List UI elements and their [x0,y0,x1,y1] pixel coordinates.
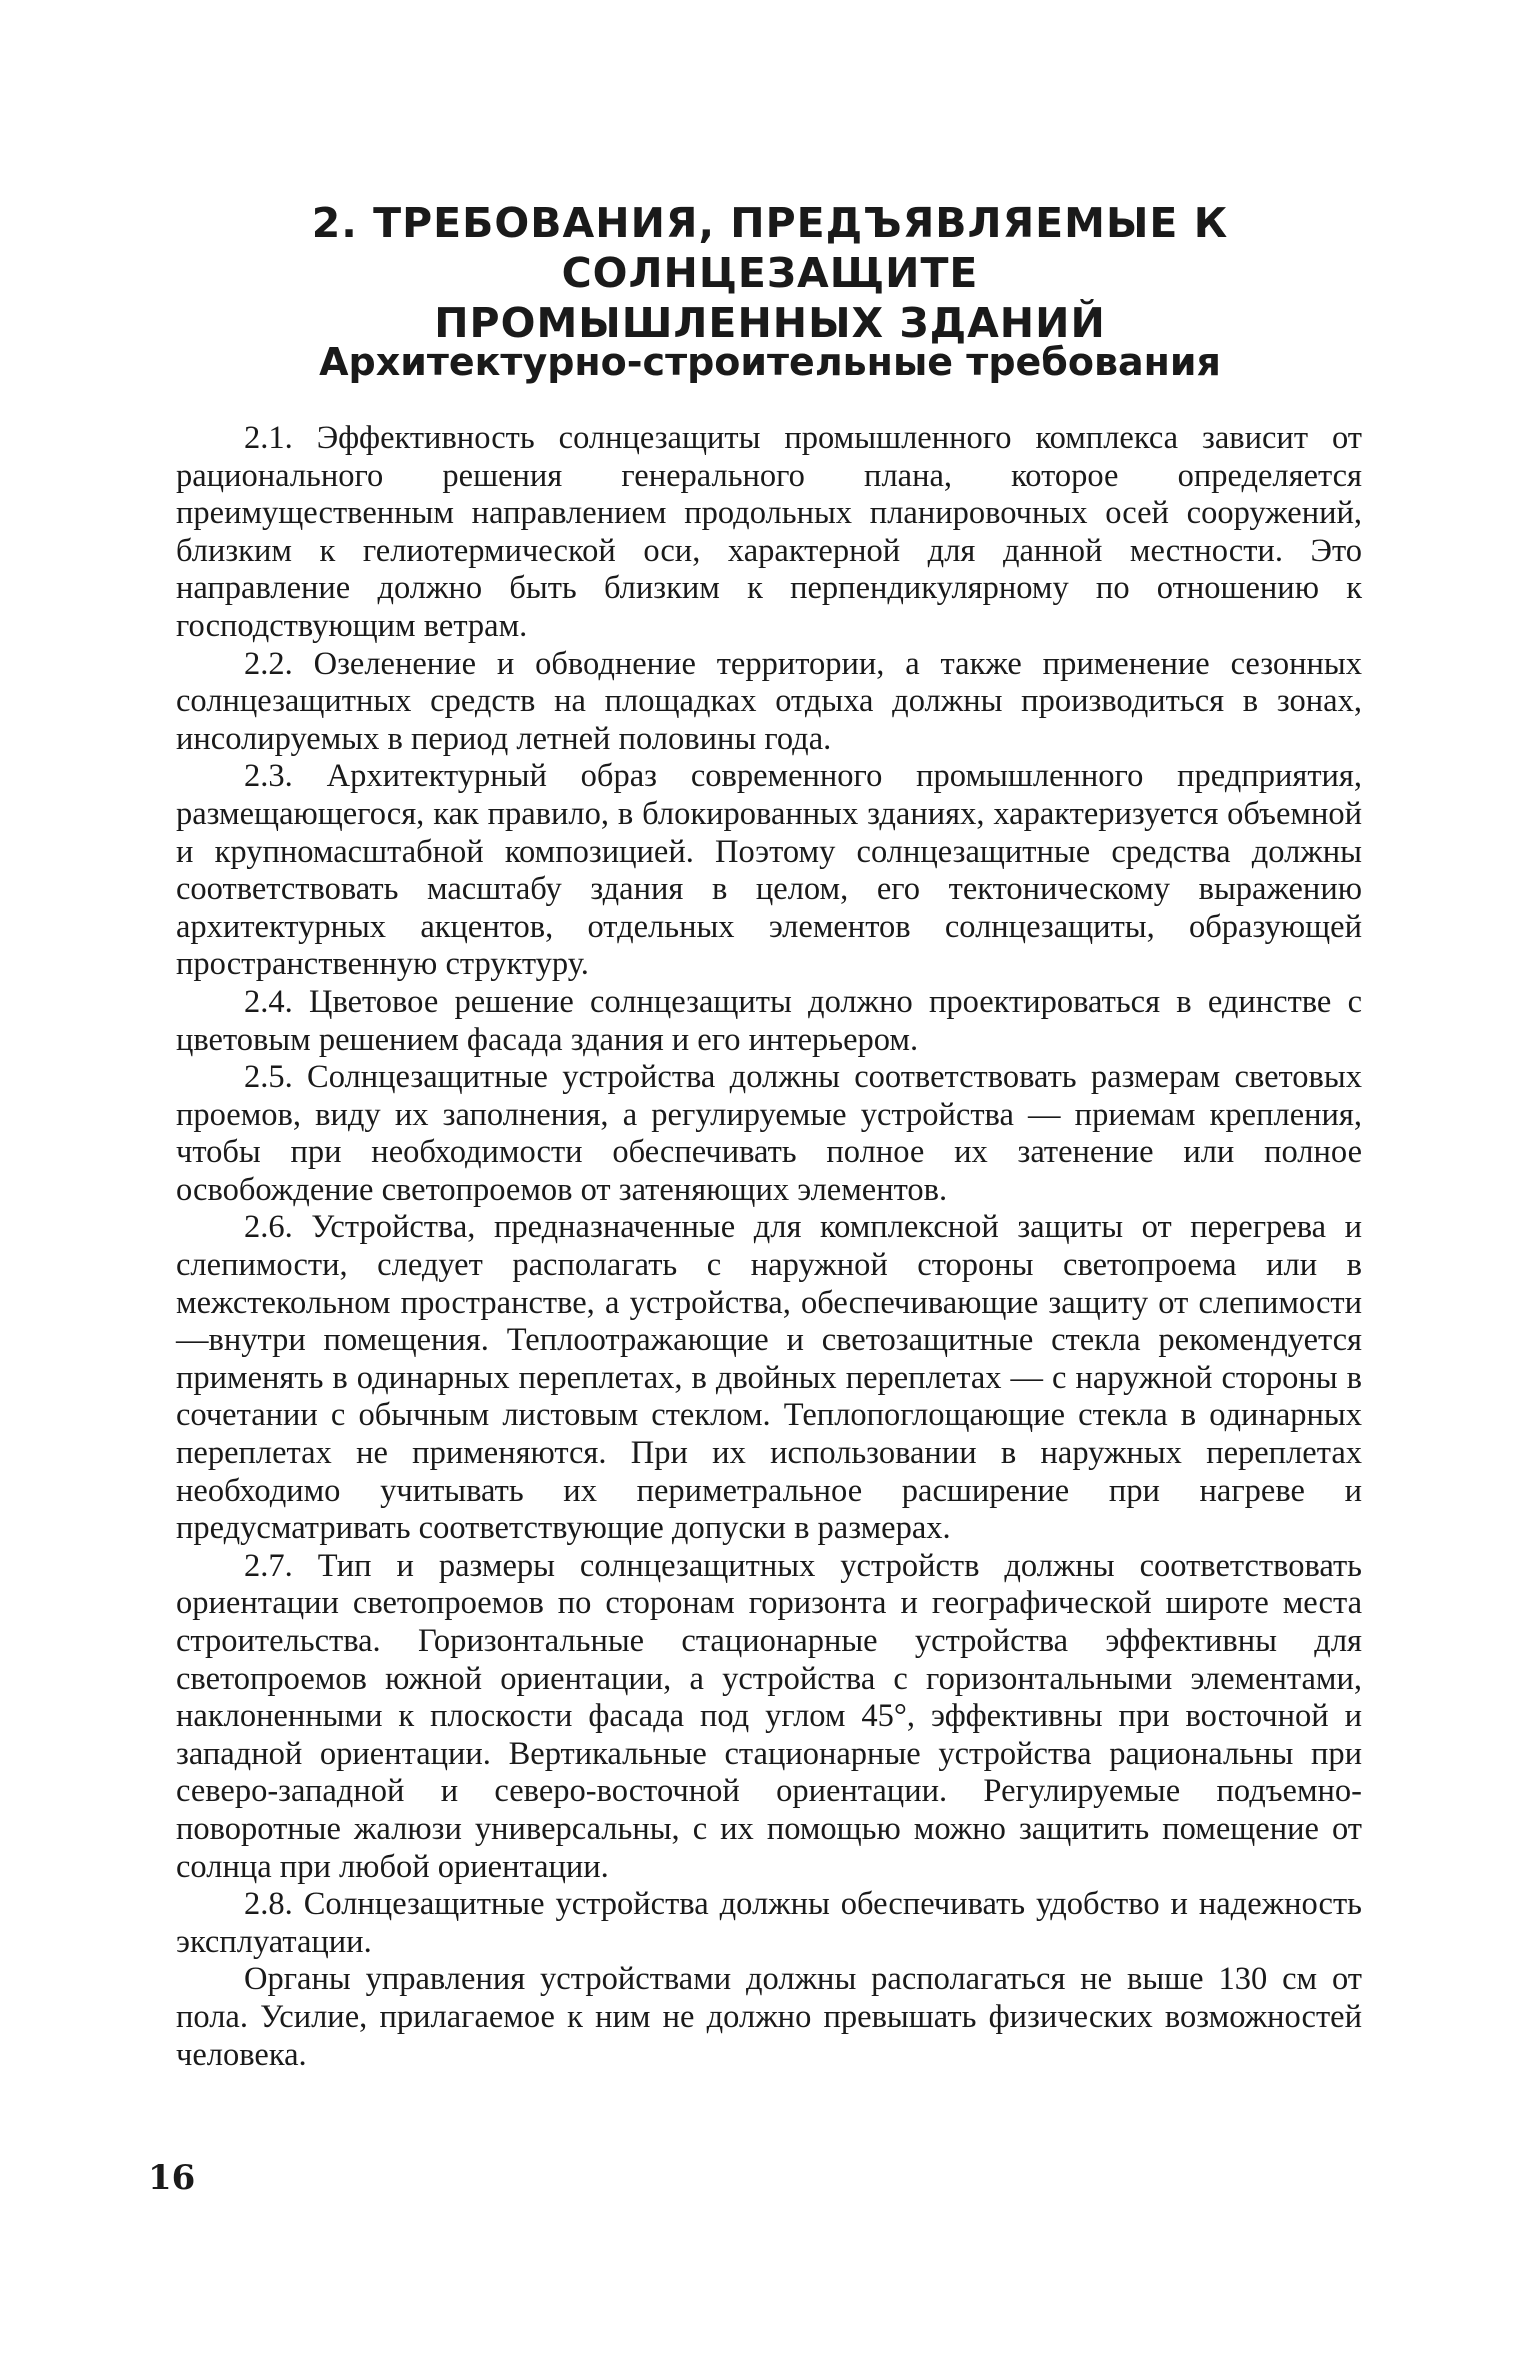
paragraph-2-6: 2.6. Устройства, предназначенные для комплексной защиты от перегрева и слепимости, следует располагать с наружной стороны светопроема или в межстекольном пространстве, а устройства, обеспечивающие защиту от слепимости—внутри помещения. Теплоотражающие и светозащитные стекла рекомендуется применять в одинарных переплетах, в двойных переплетах — с наружной стороны в сочетании с обычным листовым стеклом. Теплопоглощающие стекла в одинарных переплетах не применяются. При их использовании в наружных переплетах необходимо учитывать их периметральное расширение при нагреве и предусматривать соответствующие допуски в размерах. [176,1209,1362,1547]
paragraph-2-8: 2.8. Солнцезащитные устройства должны обеспечивать удобство и надежность эксплуатации. [176,1886,1362,1960]
section-heading [160,198,1380,348]
body-text [176,420,1362,2074]
paragraph-2-3: 2.3. Архитектурный образ современного промышленного предприятия, размещающегося, как правило, в блокированных зданиях, характеризуется объемной и крупномасштабной композицией. Поэтому солнцезащитные средства должны соответствовать масштабу здания в целом, его тектоническому выражению архитектурных акцентов, отдельных элементов солнцезащиты, образующей пространственную структуру. [176,758,1362,983]
paragraph-2-5: 2.5. Солнцезащитные устройства должны соответствовать размерам световых проемов, виду их заполнения, а регулируемые устройства — приемам крепления, чтобы при необходимости обеспечивать полное их затенение или полное освобождение светопроемов от затеняющих элементов. [176,1059,1362,1208]
subsection-heading: Архитектурно-строительные требования [319,340,1221,384]
section-heading-line-1: 2. ТРЕБОВАНИЯ, ПРЕДЪЯВЛЯЕМЫЕ К СОЛНЦЕЗАЩИТЕ [311,199,1229,297]
paragraph-2-7: 2.7. Тип и размеры солнцезащитных устройств должны соответствовать ориентации светопроемов по сторонам горизонта и географической широте места строительства. Горизонтальные стационарные устройства эффективны для светопроемов южной ориентации, а устройства с горизонтальными элементами, наклоненными к плоскости фасада под углом 45°, эффективны при восточной и западной ориентации. Вертикальные стационарные устройства рациональны при северо-западной и северо-восточной ориентации. Регулируемые подъемно-поворотные жалюзи универсальны, с их помощью можно защитить помещение от солнца при любой ориентации. [176,1547,1362,1885]
paragraph-2-4: 2.4. Цветовое решение солнцезащиты должно проектироваться в единстве с цветовым решением фасада здания и его интерьером. [176,983,1362,1058]
paragraph-2-2: 2.2. Озеленение и обводнение территории, а также применение сезонных солнцезащитных средств на площадках отдыха должны производиться в зонах, инсолируемых в период летней половины года. [176,645,1362,757]
paragraph-controls: Органы управления устройствами должны располагаться не выше 130 см от пола. Усилие, прилагаемое к ним не должно превышать физических возможностей человека. [176,1961,1362,2073]
page-number: 16 [148,2158,196,2198]
paragraph-2-1: 2.1. Эффективность солнцезащиты промышленного комплекса зависит от рационального решения генерального плана, которое определяется преимущественным направлением продольных планировочных осей сооружений, близким к гелиотермической оси, характерной для данной местности. Это направление должно быть близким к перпендикулярному по отношению к господствующим ветрам. [176,420,1362,644]
section-heading-line-2: ПРОМЫШЛЕННЫХ ЗДАНИЙ [434,299,1106,347]
